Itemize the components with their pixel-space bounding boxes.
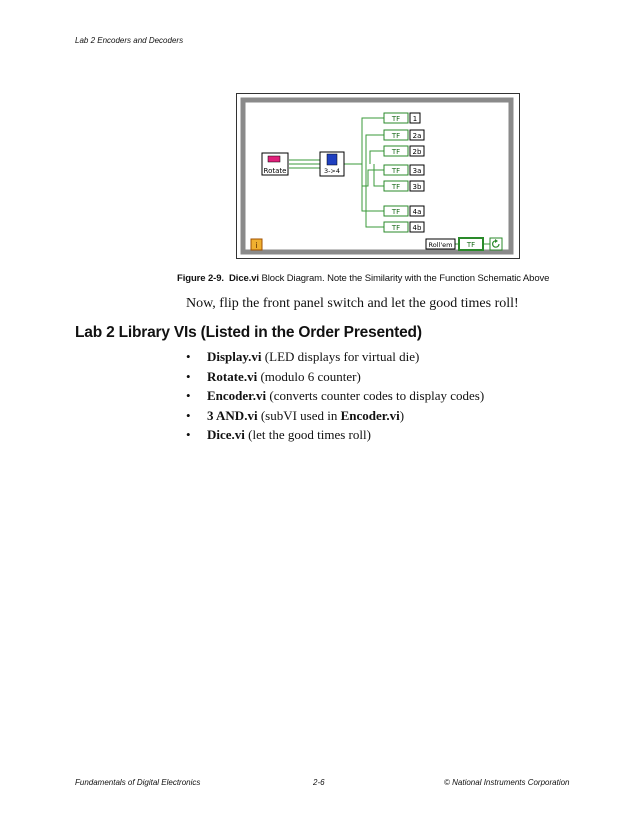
indicator-3b: [384, 181, 424, 191]
decoder-label: 3->4: [323, 167, 341, 175]
indicator-label: 1: [412, 115, 418, 123]
list-item: • Rotate.vi (modulo 6 counter): [186, 368, 361, 384]
decoder-subvi: [320, 152, 344, 176]
section-heading: Lab 2 Library VIs (Listed in the Order Presented): [75, 324, 422, 341]
figure-caption-text: Block Diagram. Note the Similarity with the Function Schematic Above: [258, 273, 550, 284]
indicator-label: 3a: [412, 167, 422, 175]
body-paragraph: Now, flip the front panel switch and let the good times roll!: [186, 296, 519, 311]
indicator-label: 2b: [412, 148, 422, 156]
svg-text:TF: TF: [391, 115, 401, 123]
block-diagram-figure: [236, 93, 520, 259]
rotate-subvi: [262, 153, 288, 175]
loop-condition-icon: [490, 238, 502, 250]
while-loop-frame: [243, 100, 511, 252]
svg-text:TF: TF: [391, 132, 401, 140]
rotate-label: Rotate: [263, 167, 287, 175]
svg-text:TF: TF: [391, 183, 401, 191]
list-item: • Dice.vi (let the good times roll): [186, 427, 371, 442]
indicator-3a: [384, 165, 424, 175]
svg-text:TF: TF: [466, 241, 476, 249]
svg-text:TF: TF: [391, 167, 401, 175]
indicator-1: [384, 113, 420, 123]
figure-number: Figure 2-9.: [177, 273, 224, 284]
list-item: • Display.vi (LED displays for virtual die): [186, 349, 420, 364]
library-vi-list: [186, 347, 484, 445]
indicator-label: 4a: [412, 208, 422, 216]
running-header: Lab 2 Encoders and Decoders: [75, 36, 184, 45]
rollem-control: [426, 238, 483, 250]
figure-vi-name: Dice.vi: [229, 273, 259, 284]
indicator-4b: [384, 222, 424, 232]
svg-text:TF: TF: [391, 208, 401, 216]
svg-text:TF: TF: [391, 148, 401, 156]
iteration-terminal-icon: [251, 239, 262, 250]
list-item: • 3 AND.vi (subVI used in Encoder.vi): [186, 407, 405, 423]
footer-page-number: 2-6: [313, 778, 325, 787]
indicator-label: 4b: [412, 224, 422, 232]
indicator-2a: [384, 130, 424, 140]
indicator-4a: [384, 206, 424, 216]
footer-left: Fundamentals of Digital Electronics: [75, 778, 201, 787]
indicator-label: 3b: [412, 183, 422, 191]
svg-text:TF: TF: [391, 224, 401, 232]
indicator-label: 2a: [412, 132, 422, 140]
indicator-2b: [384, 146, 424, 156]
footer-right: © National Instruments Corporation: [444, 778, 570, 787]
svg-text:i: i: [255, 241, 258, 250]
list-item: • Encoder.vi (converts counter codes to display codes): [186, 388, 485, 403]
figure-caption: [177, 273, 549, 284]
rollem-label: Roll'em: [428, 241, 453, 249]
block-diagram-svg: [237, 94, 519, 258]
